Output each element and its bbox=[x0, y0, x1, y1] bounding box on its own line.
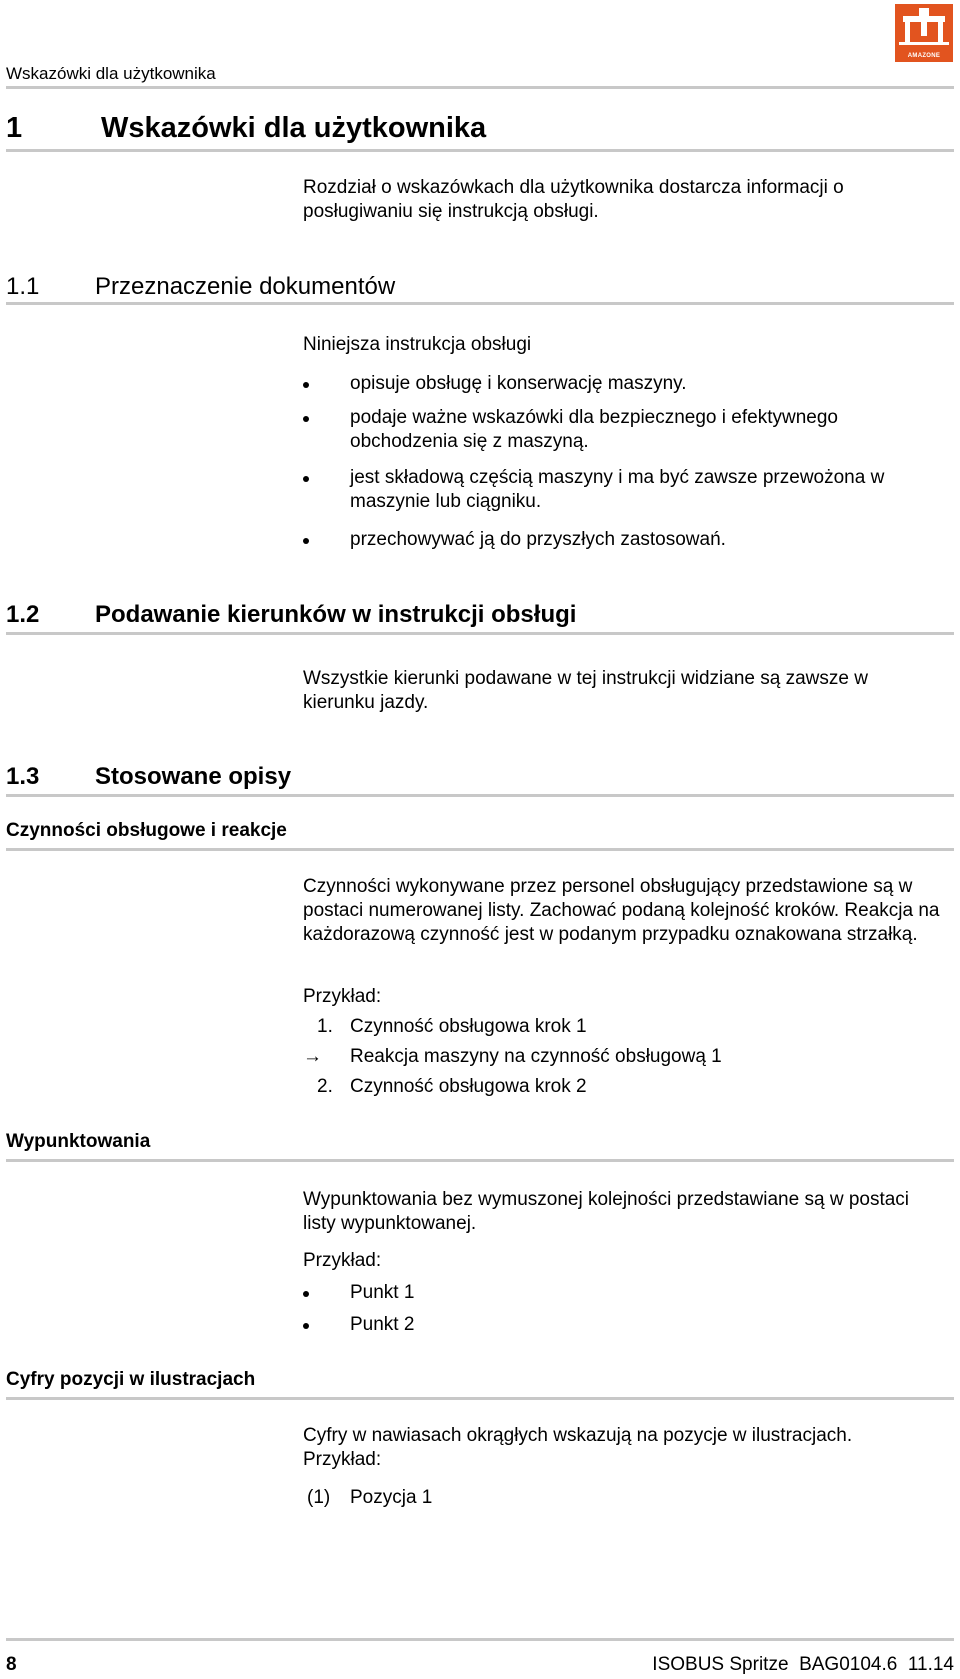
ops-example-label: Przykład: bbox=[303, 986, 382, 1007]
chapter-number: 1 bbox=[6, 112, 23, 144]
list-item bbox=[303, 406, 943, 454]
chapter-rule bbox=[6, 149, 954, 152]
chapter-heading bbox=[6, 112, 486, 145]
subsection-rule bbox=[6, 1397, 954, 1400]
ops-step bbox=[303, 1045, 943, 1069]
list-item-text: Punkt 1 bbox=[350, 1282, 415, 1303]
figure-item bbox=[303, 1486, 943, 1510]
section-rule bbox=[6, 632, 954, 635]
step-number: 1. bbox=[317, 1016, 333, 1037]
section-number: 1.2 bbox=[6, 601, 40, 628]
bullet-icon bbox=[303, 416, 309, 422]
list-item bbox=[303, 1313, 943, 1337]
list-item-text: przechowywać ją do przyszłych zastosowań. bbox=[350, 529, 726, 550]
bullet-icon bbox=[303, 382, 309, 388]
list-item bbox=[303, 1281, 943, 1305]
chapter-intro: Rozdział o wskazówkach dla użytkownika dostarcza informacji o posługiwaniu się instrukcją obsługi. bbox=[303, 177, 844, 222]
logo-wordmark: AMAZONE bbox=[907, 53, 941, 59]
ops-step bbox=[303, 1015, 943, 1039]
list-item-text: jest składową częścią maszyny i ma być zawsze przewożona w maszynie lub ciągniku. bbox=[350, 467, 885, 512]
bullet-icon bbox=[303, 1291, 309, 1297]
list-item-text: podaje ważne wskazówki dla bezpiecznego i efektywnego obchodzenia się z maszyną. bbox=[350, 407, 838, 452]
section-1-1-heading bbox=[6, 273, 395, 301]
section-1-2-heading bbox=[6, 601, 576, 629]
page-number: 8 bbox=[6, 1654, 17, 1675]
ops-text: Czynności wykonywane przez personel obsługujący przedstawione są w postaci numerowanej listy. Zachować podaną kolejność kroków. Reakcja na każdorazową czynność jest w podanym przypadku oznakowana strzałką. bbox=[303, 876, 940, 945]
figure-item-number: (1) bbox=[307, 1487, 331, 1508]
bullets-example-label: Przykład: bbox=[303, 1250, 382, 1271]
section-1-3-heading bbox=[6, 763, 291, 791]
section-1-2-text: Wszystkie kierunki podawane w tej instrukcji widziane są zawsze w kierunku jazdy. bbox=[303, 668, 868, 713]
amazone-logo bbox=[895, 4, 953, 62]
section-rule bbox=[6, 302, 954, 305]
arrow-icon: → bbox=[303, 1046, 322, 1067]
running-header: Wskazówki dla użytkownika bbox=[6, 64, 216, 83]
ops-step bbox=[303, 1075, 943, 1099]
list-item bbox=[303, 528, 943, 552]
section-number: 1.3 bbox=[6, 763, 40, 790]
section-1-1-lead: Niniejsza instrukcja obsługi bbox=[303, 334, 532, 355]
chapter-title: Wskazówki dla użytkownika bbox=[101, 112, 487, 144]
section-title: Podawanie kierunków w instrukcji obsługi bbox=[95, 601, 577, 628]
figures-text-line: Cyfry w nawiasach okrągłych wskazują na pozycje w ilustracjach. bbox=[303, 1425, 853, 1446]
document-id: ISOBUS Spritze BAG0104.6 11.14 bbox=[652, 1654, 954, 1675]
step-text: Czynność obsługowa krok 1 bbox=[350, 1016, 587, 1037]
bullet-icon bbox=[303, 1323, 309, 1329]
footer-rule bbox=[6, 1638, 954, 1641]
list-item-text: Punkt 2 bbox=[350, 1314, 415, 1335]
step-number: 2. bbox=[317, 1076, 333, 1097]
list-item bbox=[303, 372, 943, 396]
bullets-text: Wypunktowania bez wymuszonej kolejności przedstawiane są w postaci listy wypunktowanej. bbox=[303, 1189, 910, 1234]
subsection-heading: Czynności obsługowe i reakcje bbox=[6, 820, 287, 841]
figure-item-text: Pozycja 1 bbox=[350, 1487, 433, 1508]
step-text: Reakcja maszyny na czynność obsługową 1 bbox=[350, 1046, 722, 1067]
figures-text bbox=[303, 1424, 943, 1472]
section-number: 1.1 bbox=[6, 273, 40, 300]
bullet-icon bbox=[303, 538, 309, 544]
section-rule bbox=[6, 794, 954, 797]
list-item-text: opisuje obsługę i konserwację maszyny. bbox=[350, 373, 687, 394]
subsection-rule bbox=[6, 1159, 954, 1162]
section-title: Przeznaczenie dokumentów bbox=[95, 273, 396, 300]
subsection-heading: Cyfry pozycji w ilustracjach bbox=[6, 1369, 256, 1390]
section-title: Stosowane opisy bbox=[95, 763, 292, 790]
step-text: Czynność obsługowa krok 2 bbox=[350, 1076, 587, 1097]
figures-example-label: Przykład: bbox=[303, 1449, 382, 1470]
bullet-icon bbox=[303, 476, 309, 482]
header-rule bbox=[6, 86, 954, 89]
subsection-heading: Wypunktowania bbox=[6, 1131, 151, 1152]
list-item bbox=[303, 466, 943, 514]
subsection-rule bbox=[6, 848, 954, 851]
logo-machine-icon bbox=[895, 4, 953, 50]
